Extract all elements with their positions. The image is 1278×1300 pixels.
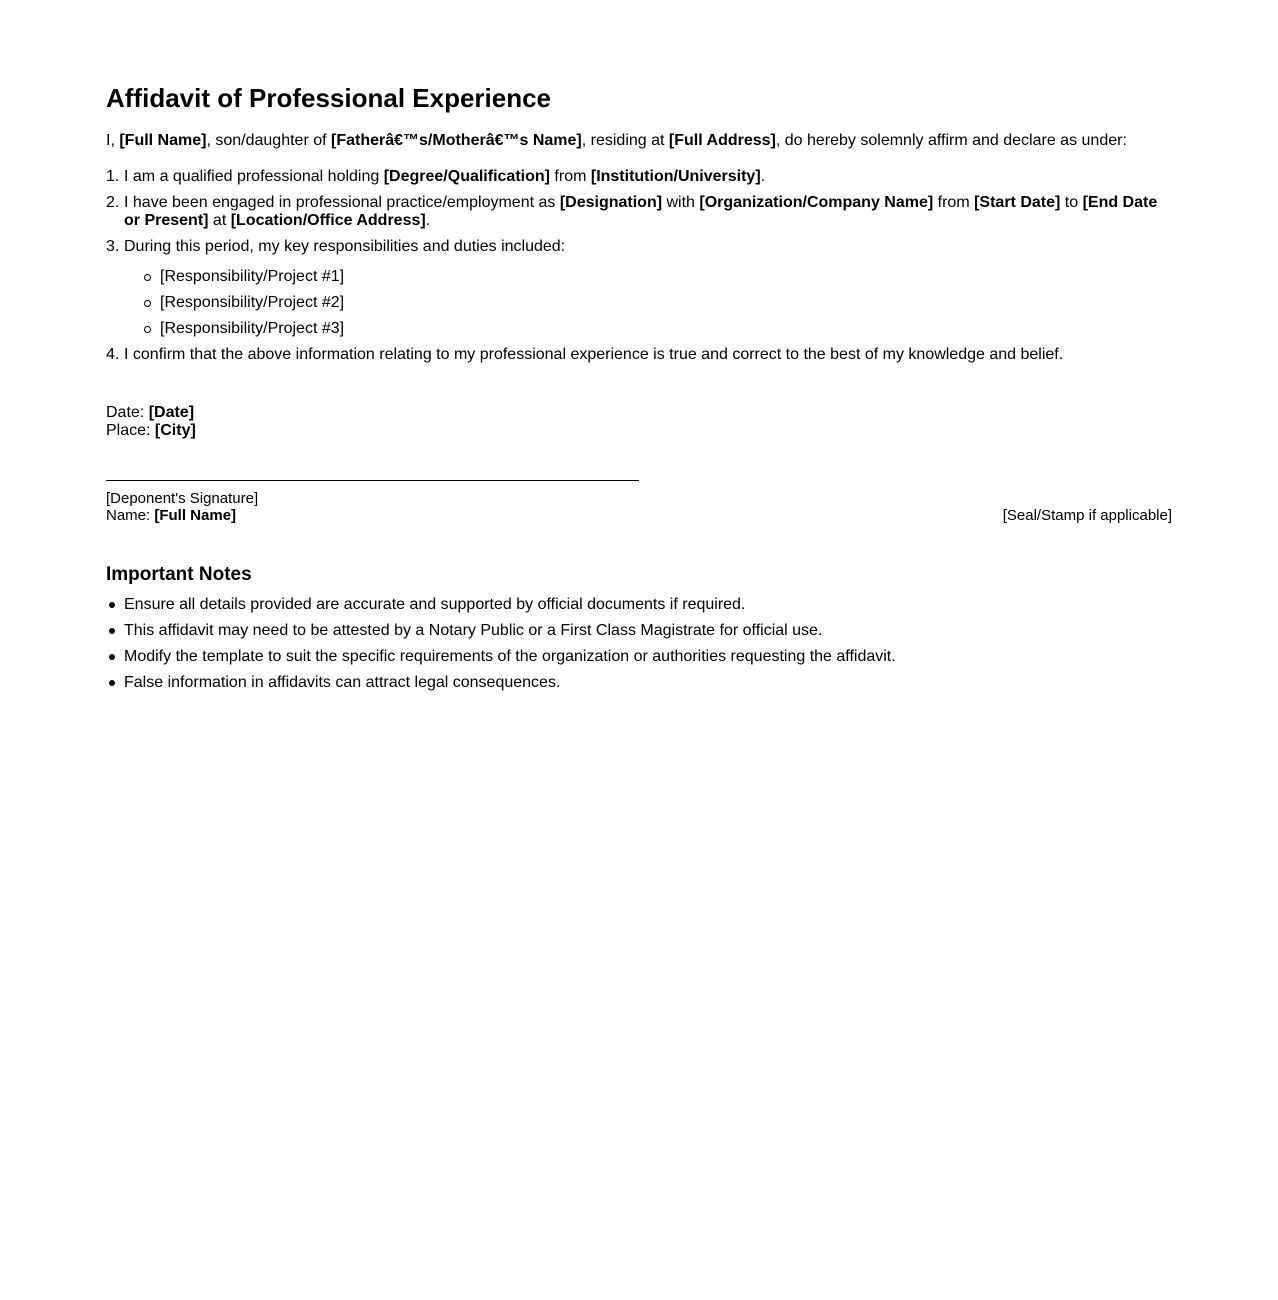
note-item xyxy=(124,674,1172,692)
responsibility-item xyxy=(160,294,1172,312)
item-text: During this period, my key responsibilities and duties included: xyxy=(124,238,566,255)
intro-text: , residing at xyxy=(581,132,669,149)
signature-block xyxy=(106,490,1172,524)
item-text: to xyxy=(1060,194,1083,211)
place-label: Place: xyxy=(106,422,155,439)
item-text: . xyxy=(760,168,766,185)
item-text: . xyxy=(425,212,431,229)
intro-paragraph xyxy=(106,132,1172,150)
circle-bullet-icon xyxy=(144,326,151,333)
circle-bullet-icon xyxy=(144,300,151,307)
name-label: Name: xyxy=(106,507,155,524)
item-number: 4. xyxy=(106,346,120,363)
affidavit-content xyxy=(106,82,1172,700)
declaration-item-2 xyxy=(106,194,1172,230)
placeholder-end-date: [End Date or Present] xyxy=(124,194,1158,229)
note-item xyxy=(124,648,1172,666)
place-line xyxy=(106,422,1172,440)
placeholder-full-address: [Full Address] xyxy=(668,132,776,149)
note-text: This affidavit may need to be attested by a Notary Public or a First Class Magistrate for official use. xyxy=(124,622,823,639)
item-text: I am a qualified professional holding xyxy=(124,168,384,185)
intro-text: , do hereby solemnly affirm and declare as under: xyxy=(775,132,1127,149)
item-text: from xyxy=(549,168,591,185)
bullet-icon xyxy=(109,602,115,608)
intro-text: I, xyxy=(106,132,120,149)
note-item xyxy=(124,596,1172,614)
note-text: False information in affidavits can attract legal consequences. xyxy=(124,674,561,691)
notes-list xyxy=(106,596,1172,692)
notes-heading: Important Notes xyxy=(106,564,252,585)
item-text: I confirm that the above information relating to my professional experience is true and correct to the best of my knowledge and belief. xyxy=(124,346,1064,363)
bullet-icon xyxy=(109,628,115,634)
placeholder-organization: [Organization/Company Name] xyxy=(699,194,934,211)
placeholder-location: [Location/Office Address] xyxy=(230,212,426,229)
date-label: Date: xyxy=(106,404,149,421)
signature-label: [Deponent's Signature] xyxy=(106,490,259,507)
intro-text: , son/daughter of xyxy=(206,132,331,149)
item-text: at xyxy=(208,212,231,229)
responsibility-item xyxy=(160,320,1172,338)
date-place-block xyxy=(106,404,1172,440)
placeholder-city: [City] xyxy=(154,422,196,439)
item-text: with xyxy=(662,194,700,211)
placeholder-degree: [Degree/Qualification] xyxy=(383,168,550,185)
responsibility-item xyxy=(160,268,1172,286)
placeholder-parent-name: [Fatherâ€™s/Motherâ€™s Name] xyxy=(331,132,582,149)
placeholder-start-date: [Start Date] xyxy=(974,194,1061,211)
placeholder-institution: [Institution/University] xyxy=(590,168,761,185)
placeholder-deponent-name: [Full Name] xyxy=(154,507,237,524)
note-text: Ensure all details provided are accurate and supported by official documents if required. xyxy=(124,596,746,613)
placeholder-full-name: [Full Name] xyxy=(119,132,207,149)
bullet-icon xyxy=(109,654,115,660)
placeholder-designation: [Designation] xyxy=(559,194,663,211)
declaration-item-1 xyxy=(106,168,1172,186)
responsibility-text: [Responsibility/Project #3] xyxy=(160,320,345,337)
item-number: 2. xyxy=(106,194,120,211)
declaration-item-3 xyxy=(106,238,1172,338)
responsibility-text: [Responsibility/Project #2] xyxy=(160,294,345,311)
date-line xyxy=(106,404,1172,422)
seal-label: [Seal/Stamp if applicable] xyxy=(1002,507,1172,524)
signature-line xyxy=(106,480,639,481)
declaration-list xyxy=(106,168,1172,364)
responsibilities-list xyxy=(124,268,1172,338)
responsibility-text: [Responsibility/Project #1] xyxy=(160,268,345,285)
item-text: I have been engaged in professional practice/employment as xyxy=(124,194,560,211)
bullet-icon xyxy=(109,680,115,686)
item-number: 3. xyxy=(106,238,120,255)
item-text: from xyxy=(933,194,975,211)
circle-bullet-icon xyxy=(144,274,151,281)
placeholder-date: [Date] xyxy=(148,404,195,421)
document-title: Affidavit of Professional Experience xyxy=(106,83,552,113)
declaration-item-4 xyxy=(106,346,1172,364)
note-item xyxy=(124,622,1172,640)
note-text: Modify the template to suit the specific requirements of the organization or authorities requesting the affidavit. xyxy=(124,648,896,665)
item-number: 1. xyxy=(106,168,120,185)
